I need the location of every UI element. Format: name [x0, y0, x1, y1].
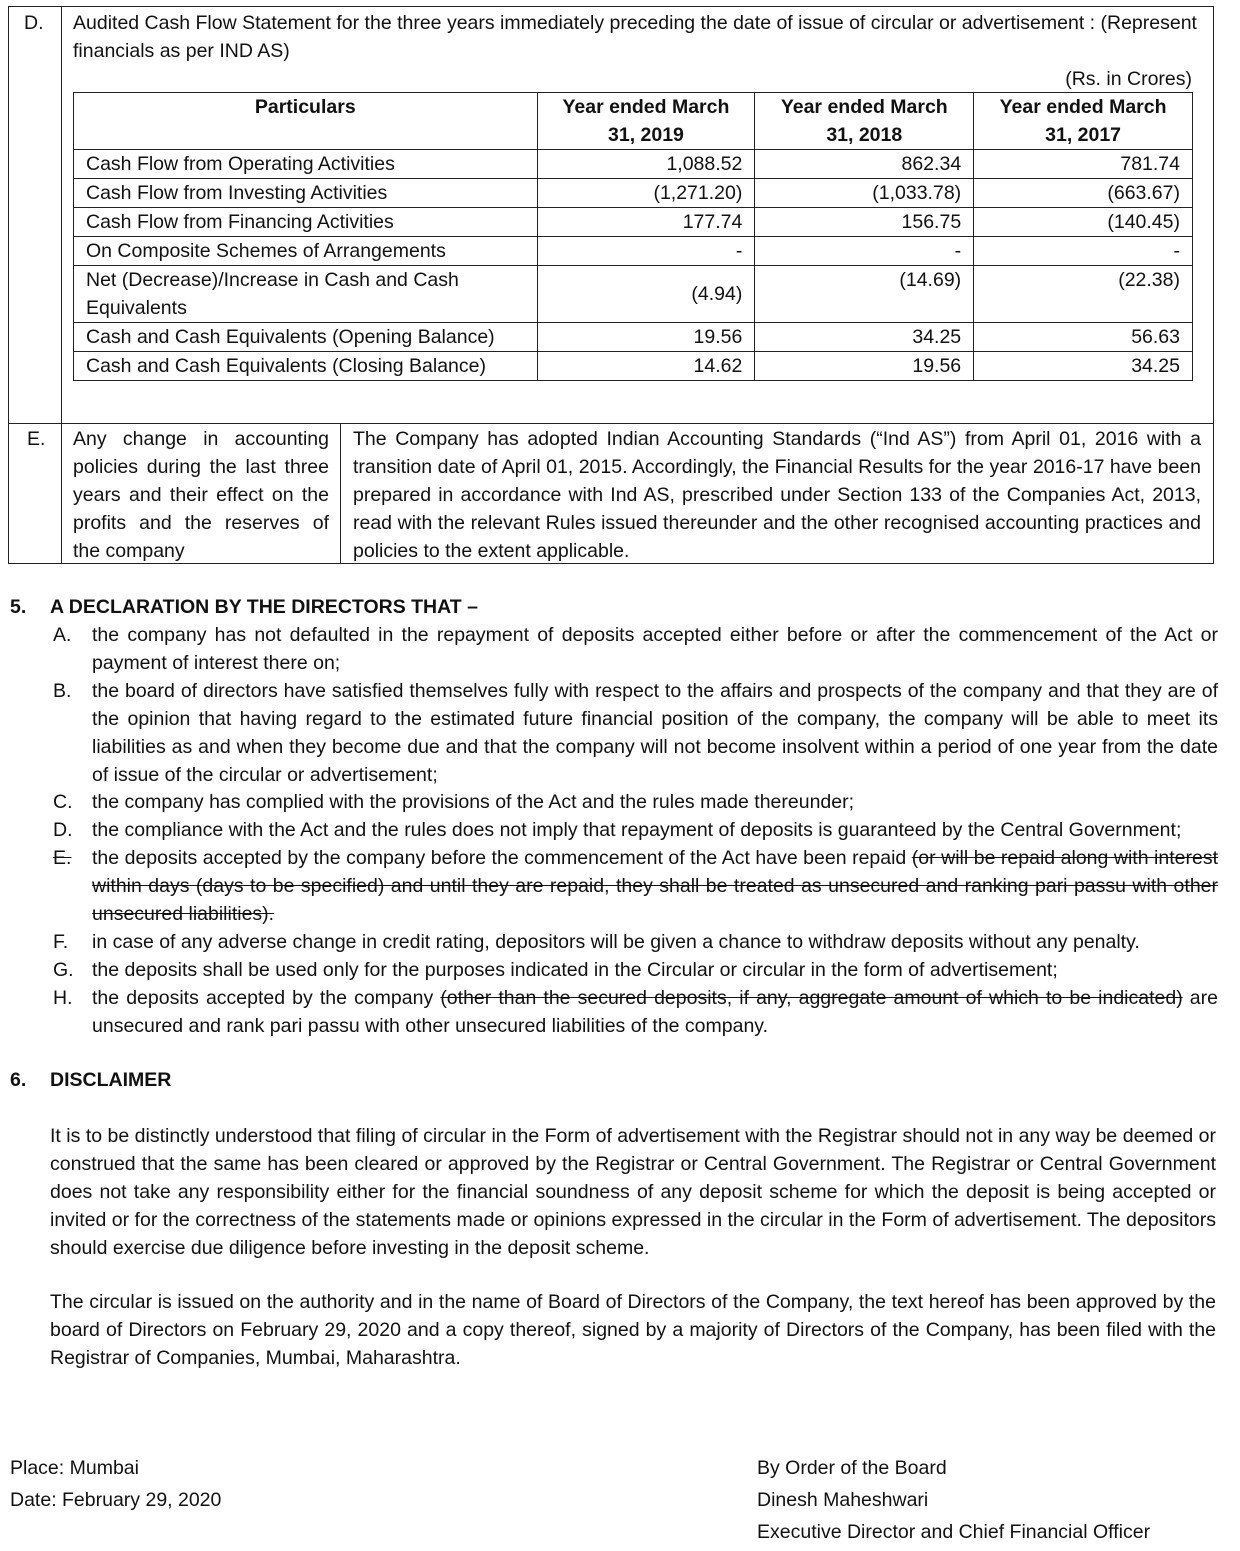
- cell-value: 34.25: [974, 352, 1193, 381]
- section-d-letter: D.: [24, 12, 44, 34]
- item-text: the company has not defaulted in the repayment of deposits accepted either before or after the commencement of the Act or payment of interest there on;: [92, 624, 1218, 674]
- list-item: [50, 677, 1218, 789]
- item-text: the deposits shall be used only for the purposes indicated in the Circular or circular in the form of advertisement;: [92, 959, 1058, 981]
- footer-order: By Order of the Board: [757, 1457, 947, 1479]
- row-label: Cash Flow from Operating Activities: [74, 150, 538, 179]
- footer-place: Place: Mumbai: [10, 1457, 139, 1479]
- item-text-after: are unsecured and rank pari passu with other unsecured liabilities of the company.: [92, 987, 1218, 1037]
- cell-value: 781.74: [974, 150, 1193, 179]
- cell-value: 862.34: [755, 150, 974, 179]
- footer-signatory-title: Executive Director and Chief Financial Officer: [757, 1521, 1151, 1543]
- item-text: the board of directors have satisfied themselves fully with respect to the affairs and prospects of the company and that they are of the opinion that having regard to the estimated future financial position of the company, the company will be able to meet its liabilities as and when they become due and that the company will not become insolvent within a period of one year from the date of issue of the circular or advertisement;: [92, 680, 1218, 786]
- header-particulars: Particulars: [74, 93, 538, 150]
- item-letter: H.: [53, 987, 73, 1009]
- item-letter: C.: [53, 791, 73, 813]
- table-header-row: [74, 93, 1193, 150]
- row-label: Net (Decrease)/Increase in Cash and Cash Equivalents: [74, 266, 538, 323]
- table-row: [74, 237, 1193, 266]
- item-text-struck: (or will be repaid along with interest within days (days to be specified) and until they are repaid, they shall be treated as unsecured and ranking pari passu with other unsecured liabilities).: [92, 847, 1218, 925]
- item-text: in case of any adverse change in credit rating, depositors will be given a chance to withdraw deposits without any penalty.: [92, 931, 1140, 953]
- row-label: Cash Flow from Financing Activities: [74, 208, 538, 237]
- item-text-main: the deposits accepted by the company before the commencement of the Act have been repaid: [92, 847, 912, 869]
- section-5-heading: A DECLARATION BY THE DIRECTORS THAT –: [50, 596, 478, 618]
- cell-value: 156.75: [755, 208, 974, 237]
- table-row: [74, 150, 1193, 179]
- cell-value: 1,088.52: [537, 150, 755, 179]
- units-label: (Rs. in Crores): [1065, 68, 1192, 90]
- item-text-struck: (other than the secured deposits, if any, aggregate amount of which to be indicated): [440, 987, 1183, 1009]
- item-letter: F.: [53, 931, 69, 953]
- item-letter: B.: [53, 680, 72, 702]
- cell-value: 14.62: [537, 352, 755, 381]
- section-e-text: The Company has adopted Indian Accounting Standards (“Ind AS”) from April 01, 2016 with a transition date of April 01, 2015. Accordingly, the Financial Results for the year 2016-17 have been prepared in accordance with Ind AS, prescribed under Section 133 of the Companies Act, 2013, read with the relevant Rules issued thereunder and the other recognised accounting practices and policies to the extent applicable.: [353, 428, 1201, 562]
- list-item: [50, 816, 1218, 844]
- cell-value: 19.56: [755, 352, 974, 381]
- section-e-label: Any change in accounting policies during the last three years and their effect on the profits and the reserves of the company: [73, 428, 329, 562]
- cell-value: (140.45): [974, 208, 1193, 237]
- row-label: Cash and Cash Equivalents (Closing Balance): [74, 352, 538, 381]
- table-row: [74, 179, 1193, 208]
- row-label: Cash and Cash Equivalents (Opening Balance): [74, 323, 538, 352]
- section-d-divider: [61, 6, 62, 424]
- section-d-heading: Audited Cash Flow Statement for the three years immediately preceding the date of issue of circular or advertisement : (Represent financials as per IND AS): [73, 12, 1197, 62]
- list-item: [50, 984, 1218, 1040]
- cell-value: 177.74: [537, 208, 755, 237]
- section-6-heading: DISCLAIMER: [50, 1069, 172, 1091]
- cell-value: (22.38): [974, 266, 1193, 323]
- item-text: the compliance with the Act and the rules does not imply that repayment of deposits is guaranteed by the Central Government;: [92, 819, 1182, 841]
- footer-date: Date: February 29, 2020: [10, 1489, 222, 1511]
- header-year-2019: Year ended March 31, 2019: [537, 93, 755, 150]
- footer-signatory-name: Dinesh Maheshwari: [757, 1489, 929, 1511]
- item-letter: A.: [53, 624, 72, 646]
- item-text-main: the deposits accepted by the company: [92, 987, 441, 1009]
- list-item: [50, 956, 1218, 984]
- cell-value: -: [537, 237, 755, 266]
- list-item: [50, 788, 1218, 816]
- section-6-number: 6.: [10, 1069, 27, 1091]
- row-label: On Composite Schemes of Arrangements: [74, 237, 538, 266]
- list-item: [50, 844, 1218, 928]
- cell-value: 56.63: [974, 323, 1193, 352]
- cell-value: 19.56: [537, 323, 755, 352]
- table-row: [74, 352, 1193, 381]
- section-e-divider-2: [340, 423, 341, 564]
- table-row: [74, 266, 1193, 323]
- row-label: Cash Flow from Investing Activities: [74, 179, 538, 208]
- item-text: the company has complied with the provisions of the Act and the rules made thereunder;: [92, 791, 855, 813]
- cell-value: (4.94): [537, 266, 755, 323]
- section-5-number: 5.: [10, 596, 27, 618]
- section-e-letter: E.: [27, 428, 46, 450]
- cell-value: (1,033.78): [755, 179, 974, 208]
- table-row: [74, 208, 1193, 237]
- header-year-2018: Year ended March 31, 2018: [755, 93, 974, 150]
- item-letter: D.: [53, 819, 73, 841]
- cell-value: (663.67): [974, 179, 1193, 208]
- item-letter: G.: [53, 959, 74, 981]
- list-item: [50, 621, 1218, 677]
- disclaimer-paragraph-1: It is to be distinctly understood that filing of circular in the Form of advertisement with the Registrar should not in any way be deemed or construed that the same has been cleared or approved by the Registrar or Central Government. The Registrar or Central Government does not take any responsibility either for the financial soundness of any deposit scheme for which the deposit is being accepted or invited or for the correctness of the statements made or opinions expressed in the circular in the Form of advertisement. The depositors should exercise due diligence before investing in the deposit scheme.: [50, 1125, 1216, 1259]
- table-row: [74, 323, 1193, 352]
- cash-flow-table: [73, 92, 1193, 381]
- cell-value: (1,271.20): [537, 179, 755, 208]
- cell-value: 34.25: [755, 323, 974, 352]
- item-text: [92, 984, 1218, 1040]
- item-text: [92, 844, 1218, 928]
- cell-value: (14.69): [755, 266, 974, 323]
- section-e-divider-1: [61, 423, 62, 564]
- item-letter: E.: [53, 847, 72, 869]
- disclaimer-paragraph-2: The circular is issued on the authority and in the name of Board of Directors of the Company, the text hereof has been approved by the board of Directors on February 29, 2020 and a copy thereof, signed by a majority of Directors of the Company, has been filed with the Registrar of Companies, Mumbai, Maharashtra.: [50, 1291, 1216, 1369]
- list-item: [50, 928, 1218, 956]
- cell-value: -: [974, 237, 1193, 266]
- cell-value: -: [755, 237, 974, 266]
- header-year-2017: Year ended March 31, 2017: [974, 93, 1193, 150]
